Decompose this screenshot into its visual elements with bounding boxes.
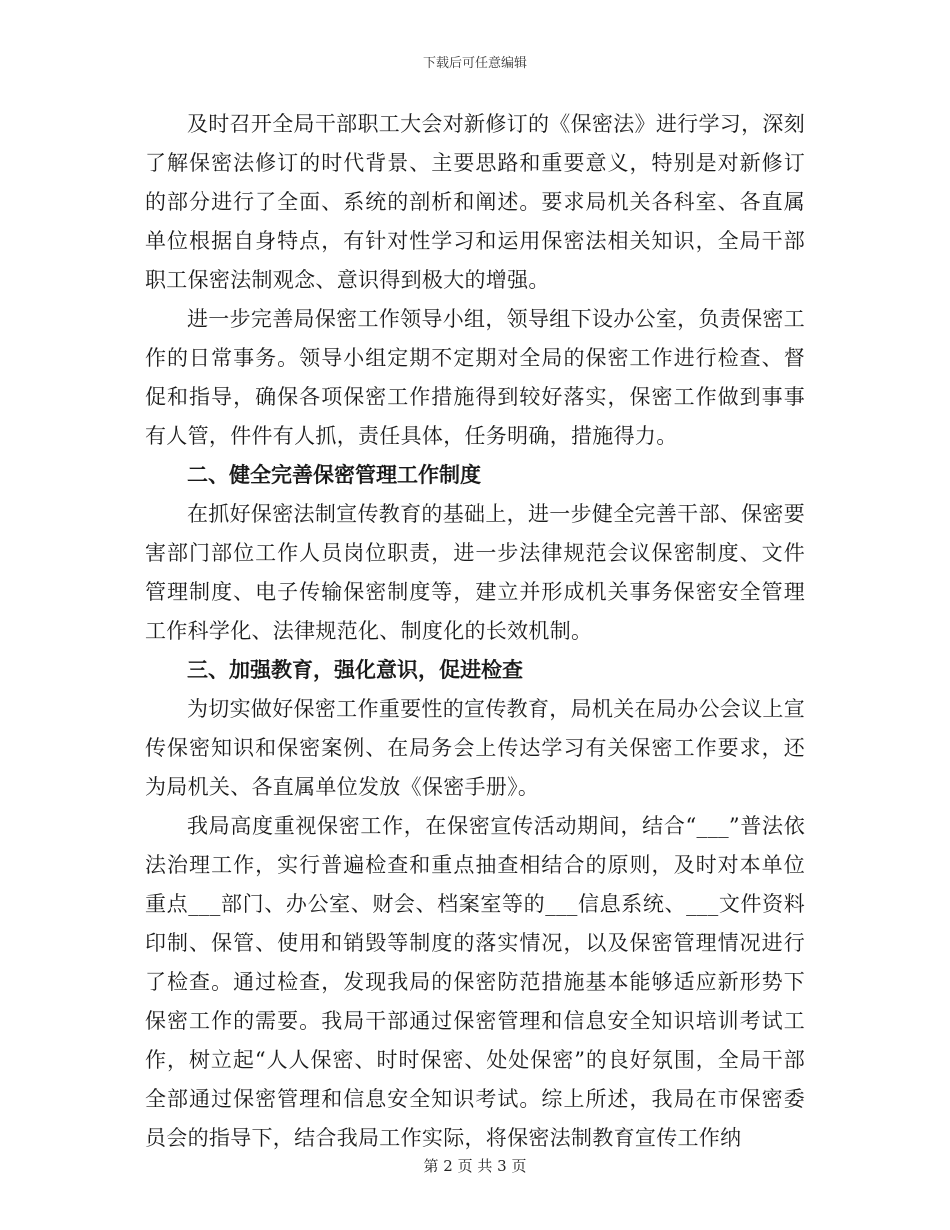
page-header: 下载后可任意编辑 xyxy=(422,56,527,71)
page-footer: 第 2 页 共 3 页 xyxy=(423,1157,527,1175)
paragraph-5: 我局高度重视保密工作，在保密宣传活动期间，结合“___”普法依法治理工作，实行普遍检查和重点抽查相结合的原则，及时对本单位重点___部门、办公室、财会、档案室等的___信息系统、___文件资料印制、保管、使用和销毁等制度的落实情况，以及保密管理情况进行了检查。通过检查，发现我局的保密防范措施基本能够适应新形势下保密工作的需要。我局干部通过保密管理和信息安全知识培训考试工作，树立起“人人保密、时时保密、处处保密”的良好氛围，全局干部全部通过保密管理和信息安全知识考试。综上所述，我局在市保密委员会的指导下，结合我局工作实际，将保密法制教育宣传工作纳 xyxy=(145,814,805,1150)
paragraph-2: 进一步完善局保密工作领导小组，领导组下设办公室，负责保密工作的日常事务。领导小组定期不定期对全局的保密工作进行检查、督促和指导，确保各项保密工作措施得到较好落实，保密工作做到事事有人管，件件有人抓，责任具体，任务明确，措施得力。 xyxy=(145,307,805,448)
paragraph-3: 在抓好保密法制宣传教育的基础上，进一步健全完善干部、保密要害部门部位工作人员岗位职责，进一步法律规范会议保密制度、文件管理制度、电子传输保密制度等，建立并形成机关事务保密安全管理工作科学化、法律规范化、制度化的长效机制。 xyxy=(145,502,805,643)
paragraph-4: 为切实做好保密工作重要性的宣传教育，局机关在局办公会议上宣传保密知识和保密案例、在局务会上传达学习有关保密工作要求，还为局机关、各直属单位发放《保密手册》。 xyxy=(145,697,805,799)
document-body xyxy=(145,105,805,1158)
section-heading-2: 二、健全完善保密管理工作制度 xyxy=(187,463,481,487)
paragraph-1: 及时召开全局干部职工大会对新修订的《保密法》进行学习，深刻了解保密法修订的时代背景、主要思路和重要意义，特别是对新修订的部分进行了全面、系统的剖析和阐述。要求局机关各科室、各直属单位根据自身特点，有针对性学习和运用保密法相关知识，全局干部职工保密法制观念、意识得到极大的增强。 xyxy=(145,112,805,292)
section-heading-3: 三、加强教育，强化意识，促进检查 xyxy=(187,658,523,682)
